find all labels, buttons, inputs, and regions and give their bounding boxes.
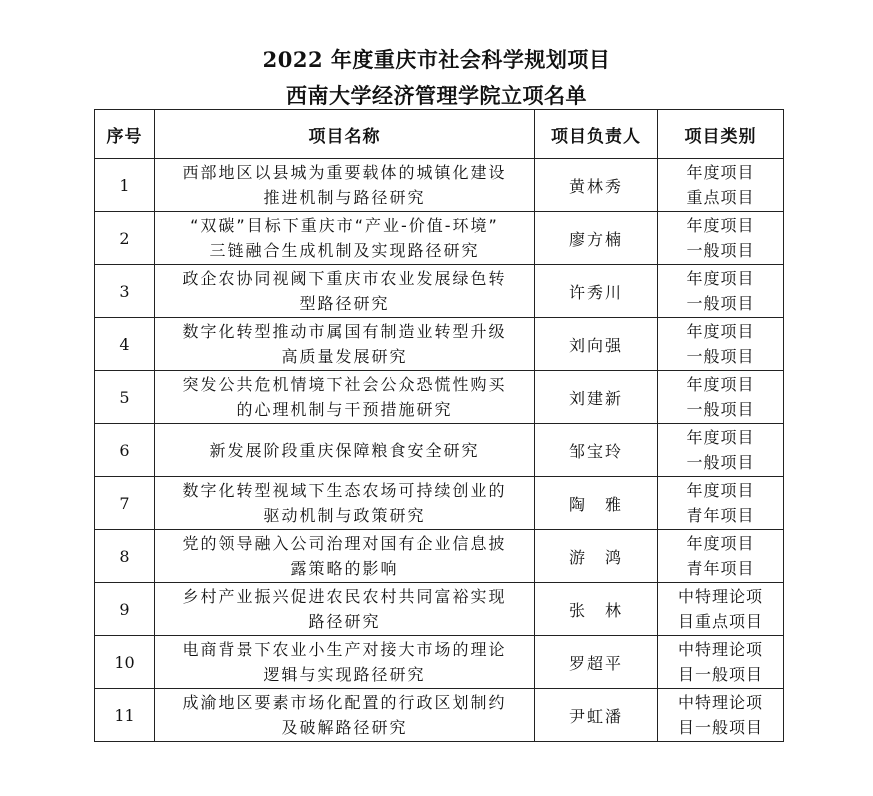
project-category-line2: 一般项目: [686, 400, 755, 419]
project-name-cell: [155, 212, 535, 265]
project-leader: 刘向强: [535, 318, 658, 371]
table-row: [95, 212, 784, 265]
project-category-cell: [658, 636, 784, 689]
project-name-cell: [155, 689, 535, 742]
project-name-line1: 党的领导融入公司治理对国有企业信息披: [182, 534, 507, 553]
project-name-line1: 政企农协同视阈下重庆市农业发展绿色转: [182, 269, 507, 288]
project-name-line1: 突发公共危机情境下社会公众恐慌性购买: [182, 375, 507, 394]
project-name-line1: 新发展阶段重庆保障粮食安全研究: [209, 440, 480, 460]
row-index: 7: [95, 477, 155, 530]
project-name-line2: 型路径研究: [299, 294, 390, 313]
project-category-cell: [658, 530, 784, 583]
project-name-cell: [155, 371, 535, 424]
project-name-line2: 三链融合生成机制及实现路径研究: [209, 241, 480, 260]
project-category-line2: 一般项目: [686, 347, 755, 366]
project-category-line2: 目一般项目: [677, 718, 763, 737]
project-name-line2: 的心理机制与干预措施研究: [236, 400, 453, 419]
table-row: [95, 530, 784, 583]
project-name-cell: [155, 318, 535, 371]
project-category-line1: 年度项目: [686, 216, 755, 235]
row-index: 6: [95, 424, 155, 477]
project-category-line2: 一般项目: [686, 241, 755, 260]
project-name-line2: 露策略的影响: [290, 559, 399, 578]
project-name-line1: 成渝地区要素市场化配置的行政区划制约: [182, 693, 507, 712]
project-name-cell: [155, 477, 535, 530]
row-index: 3: [95, 265, 155, 318]
project-leader: 黄林秀: [535, 159, 658, 212]
project-name-cell: [155, 159, 535, 212]
project-leader: 张 林: [535, 583, 658, 636]
table-row: [95, 265, 784, 318]
project-name-line2: 高质量发展研究: [281, 347, 408, 366]
table-row: [95, 424, 784, 477]
project-leader: 罗超平: [535, 636, 658, 689]
project-category-line2: 青年项目: [686, 506, 755, 525]
project-category-line1: 年度项目: [686, 375, 755, 394]
project-category-line1: 年度项目: [686, 163, 755, 182]
project-name-line1: 电商背景下农业小生产对接大市场的理论: [182, 640, 507, 659]
project-leader: 尹虹潘: [535, 689, 658, 742]
table-header-row: [95, 110, 784, 159]
project-leader: 廖方楠: [535, 212, 658, 265]
project-category-line1: 年度项目: [686, 428, 755, 447]
project-category-line2: 目一般项目: [677, 665, 763, 684]
project-category-line1: 年度项目: [686, 481, 755, 500]
project-leader: 陶 雅: [535, 477, 658, 530]
header-index: 序号: [95, 110, 155, 159]
row-index: 1: [95, 159, 155, 212]
project-name-cell: [155, 636, 535, 689]
project-name-cell: [155, 424, 535, 477]
project-list-table: [94, 109, 784, 742]
project-name-line1: 乡村产业振兴促进农民农村共同富裕实现: [182, 587, 507, 606]
document-title-line1: 2022 年度重庆市社会科学规划项目: [262, 47, 611, 72]
project-leader: 邹宝玲: [535, 424, 658, 477]
table-row: [95, 371, 784, 424]
project-category-line2: 目重点项目: [677, 612, 763, 631]
project-category-line1: 中特理论项: [677, 587, 763, 606]
project-category-cell: [658, 265, 784, 318]
project-leader: 刘建新: [535, 371, 658, 424]
project-category-line1: 年度项目: [686, 534, 755, 553]
project-category-line1: 年度项目: [686, 269, 755, 288]
header-project-name: 项目名称: [155, 110, 535, 159]
project-name-line2: 推进机制与路径研究: [263, 188, 426, 207]
project-category-cell: [658, 159, 784, 212]
project-category-cell: [658, 371, 784, 424]
row-index: 2: [95, 212, 155, 265]
table-row: [95, 159, 784, 212]
project-name-cell: [155, 265, 535, 318]
row-index: 8: [95, 530, 155, 583]
row-index: 11: [95, 689, 155, 742]
row-index: 4: [95, 318, 155, 371]
project-name-line1: 西部地区以县城为重要载体的城镇化建设: [182, 163, 507, 182]
table-row: [95, 636, 784, 689]
header-project-leader: 项目负责人: [535, 110, 658, 159]
table-row: [95, 583, 784, 636]
project-category-line1: 中特理论项: [677, 640, 763, 659]
project-category-cell: [658, 583, 784, 636]
project-name-line2: 路径研究: [308, 612, 381, 631]
project-category-cell: [658, 318, 784, 371]
project-leader: 许秀川: [535, 265, 658, 318]
project-category-line2: 重点项目: [686, 188, 755, 207]
project-category-cell: [658, 424, 784, 477]
project-name-line1: 数字化转型视域下生态农场可持续创业的: [182, 481, 507, 500]
project-name-line2: 及破解路径研究: [281, 718, 408, 737]
project-category-line1: 中特理论项: [677, 693, 763, 712]
project-name-line1: “双碳”目标下重庆市“产业-价值-环境”: [190, 216, 499, 235]
document-title-line2: 西南大学经济管理学院立项名单: [286, 83, 587, 108]
project-category-line2: 一般项目: [686, 453, 755, 472]
project-category-cell: [658, 689, 784, 742]
project-name-line1: 数字化转型推动市属国有制造业转型升级: [182, 322, 507, 341]
header-project-category: 项目类别: [658, 110, 784, 159]
project-name-cell: [155, 583, 535, 636]
row-index: 9: [95, 583, 155, 636]
project-name-line2: 驱动机制与政策研究: [263, 506, 426, 525]
project-category-line2: 青年项目: [686, 559, 755, 578]
project-category-cell: [658, 212, 784, 265]
table-row: [95, 477, 784, 530]
project-category-cell: [658, 477, 784, 530]
row-index: 5: [95, 371, 155, 424]
project-name-line2: 逻辑与实现路径研究: [263, 665, 426, 684]
table-row: [95, 318, 784, 371]
project-category-line2: 一般项目: [686, 294, 755, 313]
project-leader: 游 鸿: [535, 530, 658, 583]
row-index: 10: [95, 636, 155, 689]
table-row: [95, 689, 784, 742]
project-category-line1: 年度项目: [686, 322, 755, 341]
project-name-cell: [155, 530, 535, 583]
